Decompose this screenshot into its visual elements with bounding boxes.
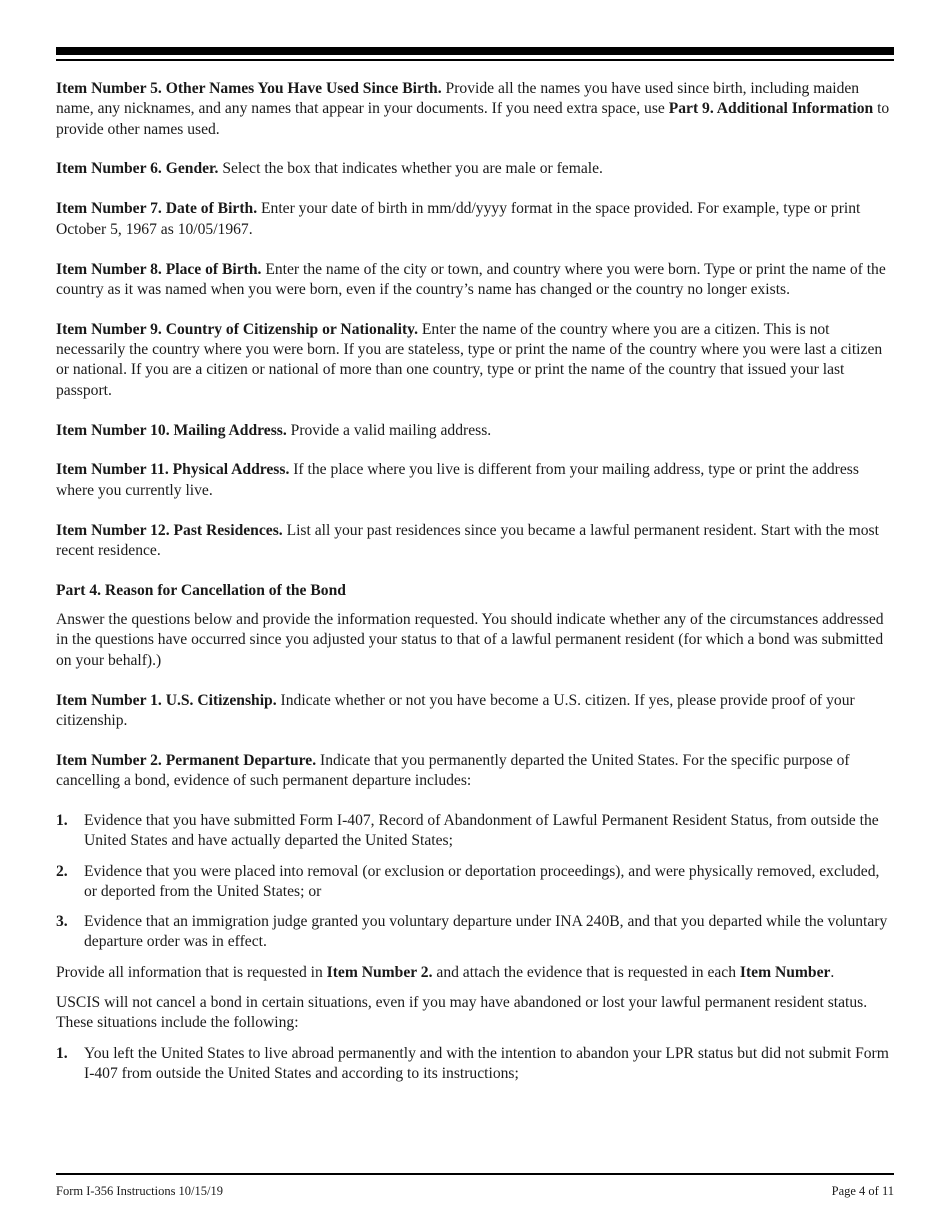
list-item-number: 3.: [56, 913, 68, 931]
part-4-item-1-text: Indicate whether or not you have become a U.S. citizen. If yes, please provide proof of your citizenship.: [56, 691, 855, 729]
provide-text-a: Provide all information that is requested in: [56, 963, 327, 981]
list-item-text: Evidence that you were placed into removal (or exclusion or deportation proceedings), and were physically removed, excluded, or deported from the United States; or: [84, 862, 880, 900]
list-item: [56, 862, 896, 903]
provide-info-paragraph: [56, 963, 896, 983]
item-7-text: Enter your date of birth in mm/dd/yyyy format in the space provided. For example, type or print October 5, 1967 as 10/05/1967.: [56, 200, 861, 238]
item-12-label: Item Number 12. Past Residences.: [56, 521, 283, 539]
item-12-paragraph: [56, 521, 896, 562]
provide-text-e: .: [830, 963, 835, 981]
item-11-label: Item Number 11. Physical Address.: [56, 461, 290, 479]
item-5-ref: Part 9. Additional Information: [668, 100, 874, 118]
situations-list: [56, 1044, 896, 1085]
item-5-text-after: to provide other names used.: [56, 100, 890, 138]
item-12-text: List all your past residences since you became a lawful permanent resident. Start with the most recent residence.: [56, 521, 879, 559]
list-item: [56, 811, 896, 852]
list-item: [56, 912, 896, 953]
item-5-text: Provide all the names you have used since birth, including maiden name, any nicknames, and any names that appear in your documents. If you need extra space, use: [56, 80, 860, 118]
list-item-text: You left the United States to live abroad permanently and with the intention to abandon your LPR status but did not submit Form I-407 from outside the United States and according to its instructions;: [84, 1044, 889, 1082]
part-4-item-1-paragraph: [56, 691, 896, 732]
part-4-item-2-text: Indicate that you permanently departed the United States. For the specific purpose of cancelling a bond, evidence of such permanent departure includes:: [56, 751, 850, 790]
item-11-paragraph: [56, 460, 896, 501]
part-4-item-2-paragraph: [56, 751, 896, 792]
list-item-number: 2.: [56, 862, 68, 880]
item-7-label: Item Number 7. Date of Birth.: [56, 200, 258, 218]
header-thick-rule: [56, 47, 894, 55]
item-9-text: Enter the name of the country where you are a citizen. This is not necessarily the country where you were born. If you are stateless, type or print the name of the country where you were last a citizen or national. If you are a citizen or national of more than one country, type or print the name of the country that issued your last passport.: [56, 320, 883, 399]
part-4-intro: Answer the questions below and provide the information requested. You should indicate whether any of the circumstances addressed in the questions have occurred since you adjusted your status to that of a lawful permanent resident (for which a bond was submitted on your behalf).): [56, 611, 884, 669]
item-10-text: Provide a valid mailing address.: [286, 421, 492, 439]
provide-text-c: and attach the evidence that is requested in each: [432, 963, 740, 981]
footer-form-info: Form I-356 Instructions 10/15/19: [56, 1184, 224, 1198]
item-7-paragraph: [56, 199, 896, 240]
part-4-item-1-label: Item Number 1. U.S. Citizenship.: [56, 691, 277, 709]
list-item-number: 1.: [56, 1044, 68, 1062]
item-9-paragraph: [56, 320, 896, 401]
item-9-label: Item Number 9. Country of Citizenship or Nationality.: [56, 320, 418, 338]
item-11-text: If the place where you live is different from your mailing address, type or print the address where you currently live.: [56, 461, 859, 499]
item-6-text: Select the box that indicates whether you are male or female.: [218, 160, 603, 178]
page-content: [56, 79, 896, 1094]
evidence-list: [56, 811, 896, 953]
list-item-number: 1.: [56, 811, 68, 829]
uscis-paragraph: USCIS will not cancel a bond in certain situations, even if you may have abandoned or lost your lawful permanent resident status. These situations include the following:: [56, 994, 868, 1032]
header-thin-rule: [56, 59, 894, 61]
provide-ref-b: Item Number: [739, 963, 831, 981]
part-4-heading: Part 4. Reason for Cancellation of the Bond: [56, 581, 346, 599]
item-6-label: Item Number 6. Gender.: [56, 160, 219, 178]
provide-ref-a: Item Number 2.: [326, 963, 433, 981]
list-item: [56, 1044, 896, 1085]
item-8-label: Item Number 8. Place of Birth.: [56, 260, 262, 278]
list-item-text: Evidence that an immigration judge granted you voluntary departure under INA 240B, and that you departed while the voluntary departure order was in effect.: [84, 913, 888, 951]
item-5-paragraph: [56, 79, 896, 140]
item-8-text: Enter the name of the city or town, and country where you were born. Type or print the name of the country as it was named when you were born, even if the country’s name has changed or the country no longer exists.: [56, 260, 886, 298]
footer-rule: [56, 1173, 894, 1175]
item-5-label: Item Number 5. Other Names You Have Used Since Birth.: [56, 80, 442, 97]
item-10-paragraph: [56, 421, 896, 441]
item-6-paragraph: [56, 159, 896, 179]
item-8-paragraph: [56, 260, 896, 301]
footer-page-number: Page 4 of 11: [831, 1184, 894, 1198]
item-10-label: Item Number 10. Mailing Address.: [56, 421, 287, 439]
part-4-item-2-label: Item Number 2. Permanent Departure.: [56, 751, 317, 769]
list-item-text: Evidence that you have submitted Form I-407, Record of Abandonment of Lawful Permanent Resident Status, from outside the United States and have actually departed the United States;: [84, 811, 879, 850]
